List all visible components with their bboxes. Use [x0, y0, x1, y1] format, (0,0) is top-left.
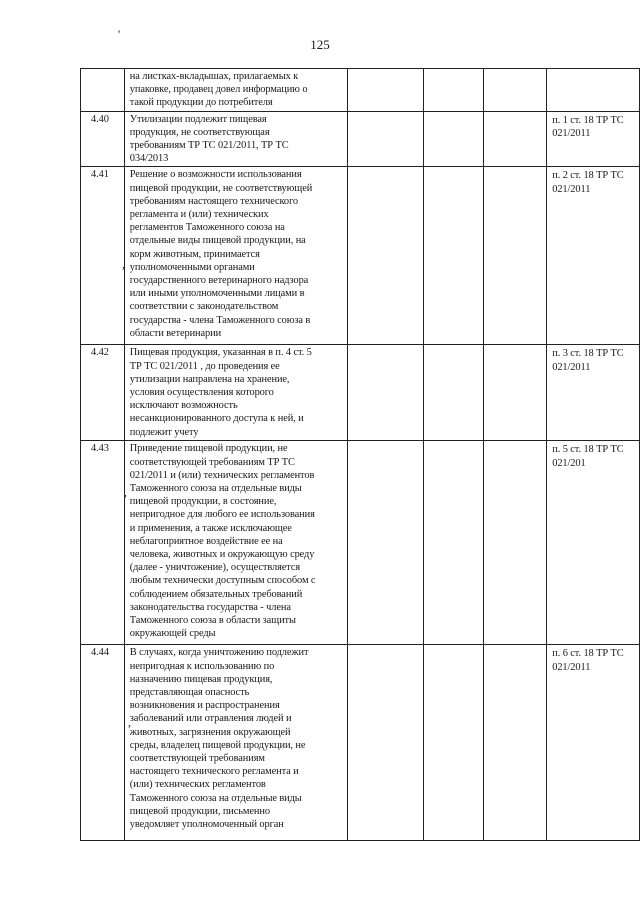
empty-cell: [423, 441, 483, 645]
requirement-line: Утилизации подлежит пищевая: [129, 113, 267, 125]
requirement-line: Таможенного союза в области защиты: [129, 615, 296, 627]
requirement-line: среды, владелец пищевой продукции, не: [129, 739, 306, 751]
requirement-line: соответствующей требованиям ТР ТС: [129, 456, 295, 468]
scan-mark: ,: [128, 715, 131, 729]
empty-cell: [348, 645, 424, 841]
requirement-line: представляющая опасность: [129, 687, 250, 699]
table-row: [81, 441, 640, 645]
row-number-cell: 4.40: [81, 111, 125, 167]
table-row: [81, 111, 640, 167]
requirement-line: регламента и (или) технических: [129, 209, 269, 221]
requirement-line: или иными уполномоченными лицами в: [129, 288, 305, 300]
requirement-line: такой продукции до потребителя: [129, 97, 273, 109]
scan-mark: ,: [124, 485, 127, 499]
empty-cell: [483, 345, 546, 441]
empty-cell: [423, 111, 483, 167]
reference-line: 021/201: [552, 457, 586, 469]
requirement-line: утилизации направлена на хранение,: [129, 373, 290, 385]
requirement-line: уведомляет уполномоченный орган: [129, 819, 284, 831]
table-row: [81, 645, 640, 841]
requirement-line: возникновения и распространения: [129, 700, 280, 712]
requirement-line: исключают возможность: [129, 400, 238, 412]
requirement-line: человека, животных и окружающую среду: [129, 549, 315, 561]
requirement-line: 021/2011 и (или) технических регламентов: [129, 469, 315, 481]
reference-line: 021/2011: [552, 361, 591, 373]
requirement-line: условия осуществления которого: [129, 387, 274, 399]
reference-line: п. 6 ст. 18 ТР ТС: [552, 648, 624, 660]
scan-mark: ,: [122, 257, 125, 271]
table-row: [81, 69, 640, 112]
requirement-line: продукция, не соответствующая: [129, 126, 270, 138]
reference-line: п. 2 ст. 18 ТР ТС: [552, 170, 624, 182]
requirement-line: животных, загрязнения окружающей: [129, 726, 291, 738]
requirement-line: В случаях, когда уничтожению подлежит: [129, 647, 309, 659]
requirement-line: ТР ТС 021/2011 , до проведения ее: [129, 360, 280, 372]
requirement-line: соответствующей требованиям: [129, 753, 265, 765]
requirement-line: уполномоченными органами: [129, 261, 255, 273]
requirement-line: (или) технических регламентов: [129, 779, 266, 791]
reference-line: п. 1 ст. 18 ТР ТС: [552, 114, 624, 126]
requirement-line: неблагоприятное воздействие ее на: [129, 535, 283, 547]
requirement-line: Таможенного союза на отдельные виды: [129, 483, 302, 495]
empty-cell: [423, 345, 483, 441]
requirement-cell: [124, 441, 347, 645]
requirement-line: непригодное для любого ее использования: [129, 509, 315, 521]
requirement-line: Таможенного союза на отдельные виды: [129, 792, 302, 804]
reference-line: 021/2011: [552, 183, 591, 195]
reference-line: п. 5 ст. 18 ТР ТС: [552, 444, 624, 456]
empty-cell: [348, 167, 424, 345]
reference-cell: [547, 645, 640, 841]
empty-cell: [483, 111, 546, 167]
requirement-line: назначению пищевая продукция,: [129, 673, 273, 685]
requirement-line: корм животным, принимается: [129, 248, 260, 260]
page-number: 125: [310, 37, 330, 52]
empty-cell: [348, 69, 424, 112]
requirements-table: [80, 68, 640, 841]
requirement-cell: [124, 69, 347, 112]
row-number-cell: 4.43: [81, 441, 125, 645]
requirement-line: соответствии с законодательством: [129, 301, 279, 313]
empty-cell: [348, 441, 424, 645]
requirement-line: заболеваний или отравления людей и: [129, 713, 292, 725]
requirement-cell: [124, 645, 347, 841]
row-number-cell: 4.41: [81, 167, 125, 345]
requirement-line: пищевой продукции, в состояние,: [129, 496, 277, 508]
requirement-line: соблюдением обязательных требований: [129, 588, 303, 600]
reference-cell: [547, 441, 640, 645]
reference-cell: [547, 111, 640, 167]
row-number-cell: 4.44: [81, 645, 125, 841]
requirement-line: государственного ветеринарного надзора: [129, 275, 309, 287]
table-row: [81, 345, 640, 441]
empty-cell: [483, 69, 546, 112]
empty-cell: [483, 441, 546, 645]
reference-line: 021/2011: [552, 661, 591, 673]
requirement-line: 034/2013: [129, 153, 169, 165]
requirement-cell: [124, 345, 347, 441]
requirement-line: регламентов Таможенного союза на: [129, 222, 285, 234]
empty-cell: [483, 645, 546, 841]
requirement-line: Приведение пищевой продукции, не: [129, 443, 288, 455]
reference-cell: [547, 69, 640, 112]
reference-line: 021/2011: [552, 127, 591, 139]
requirement-line: и применения, а также исключающее: [129, 522, 292, 534]
empty-cell: [423, 69, 483, 112]
requirement-line: пищевой продукции, письменно: [129, 805, 270, 817]
empty-cell: [483, 167, 546, 345]
requirement-line: настоящего технического регламента и: [129, 766, 299, 778]
reference-cell: [547, 345, 640, 441]
requirement-line: отдельные виды пищевой продукции, на: [129, 235, 306, 247]
empty-cell: [348, 111, 424, 167]
requirement-line: упаковке, продавец довел информацию о: [129, 84, 308, 96]
requirement-line: подлежит учету: [129, 426, 199, 438]
empty-cell: [423, 645, 483, 841]
requirement-line: государства - члена Таможенного союза в: [129, 314, 311, 326]
requirement-line: Решение о возможности использования: [129, 169, 302, 181]
requirement-line: пищевой продукции, не соответствующей: [129, 182, 313, 194]
row-number-cell: [81, 69, 125, 112]
reference-line: п. 3 ст. 18 ТР ТС: [552, 348, 624, 360]
reference-cell: [547, 167, 640, 345]
requirement-line: окружающей среды: [129, 628, 216, 640]
requirement-line: области ветеринарии: [129, 327, 222, 339]
requirement-line: требованиям ТР ТС 021/2011, ТР ТС: [129, 140, 289, 152]
row-number-cell: 4.42: [81, 345, 125, 441]
requirement-line: непригодная к использованию по: [129, 660, 275, 672]
requirement-line: любым технически доступным способом с: [129, 575, 316, 587]
table-row: [81, 167, 640, 345]
requirement-line: несанкционированного доступа к ней, и: [129, 413, 304, 425]
requirement-line: требованиям настоящего технического: [129, 195, 299, 207]
requirement-line: законодательства государства - члена: [129, 601, 291, 613]
requirement-line: (далее - уничтожение), осуществляется: [129, 562, 301, 574]
empty-cell: [423, 167, 483, 345]
requirement-cell: [124, 111, 347, 167]
requirement-line: на листках-вкладышах, прилагаемых к: [129, 71, 299, 82]
empty-cell: [348, 345, 424, 441]
requirement-cell: [124, 167, 347, 345]
requirement-line: Пищевая продукция, указанная в п. 4 ст. 5: [129, 347, 312, 359]
scan-mark: ': [118, 27, 121, 41]
